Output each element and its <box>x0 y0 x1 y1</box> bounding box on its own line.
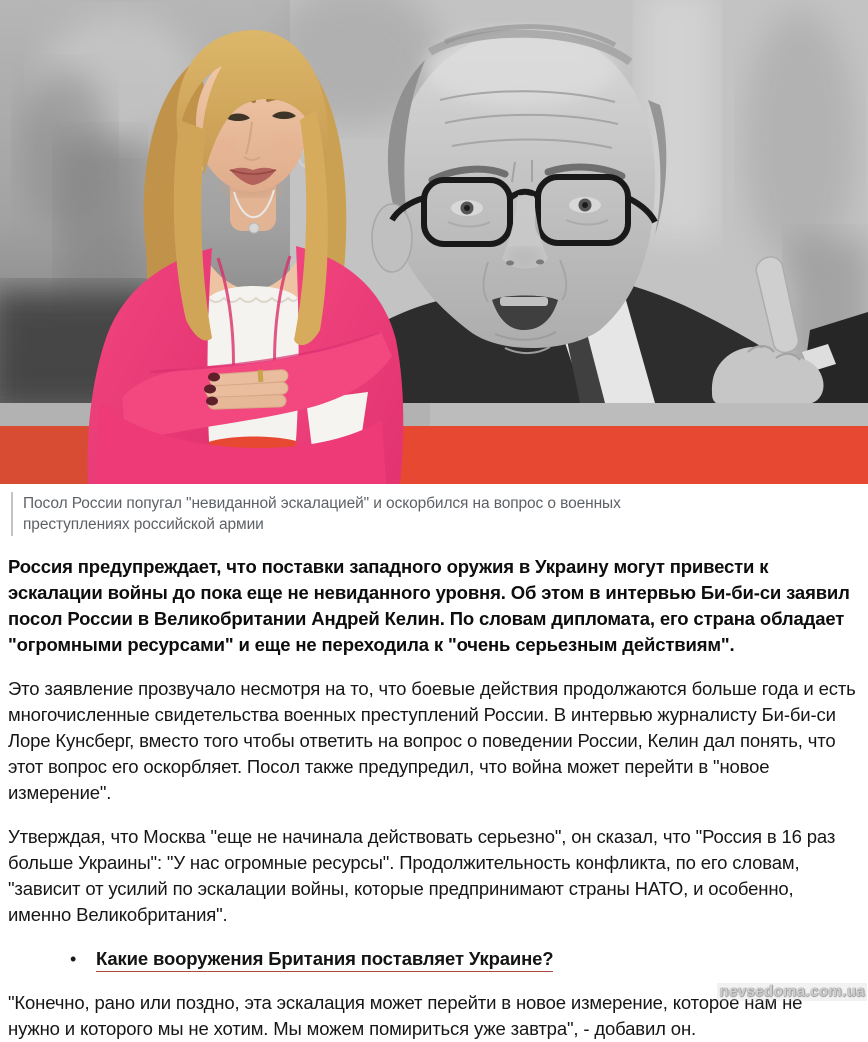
article-paragraph: "Конечно, рано или поздно, эта эскалация может перейти в новое измерение, которое нам не нужно и которого мы не хотим. Мы можем помириться уже завтра", - добавил он. <box>8 992 803 1039</box>
related-link-item <box>70 946 858 972</box>
crossed-hand <box>204 369 288 409</box>
image-caption: Посол России попугал "невиданной эскалацией" и оскорбился на вопрос о военных преступлениях российской армии <box>11 492 623 536</box>
bullet-icon: • <box>70 949 77 969</box>
pendant-icon <box>249 223 259 233</box>
image-caption-block <box>11 492 868 536</box>
article-paragraph: Утверждая, что Москва "еще не начинала действовать серьезно", он сказал, что "Россия в 16 раз больше Украины": "У нас огромные ресурсы". Продолжительность конфликта, по его словам, "зависит от усилий по эскалации войны, которые предпринимают страны НАТО, и особенно, именно Великобритания". <box>8 826 836 925</box>
site-watermark: nevsedoma.com.ua <box>719 983 865 1000</box>
article-body <box>0 554 868 1042</box>
article-lead-paragraph: Россия предупреждает, что поставки западного оружия в Украину могут привести к эскалации войны до пока еще не невиданного уровня. Об этом в интервью Би-би-си заявил посол России в Великобритании Андрей Келин. По словам дипломата, его страна обладает "огромными ресурсами" и еще не переходила к "очень серьезным действиям". <box>8 556 850 655</box>
article-paragraph: Это заявление прозвучало несмотря на то, что боевые действия продолжаются больше года и есть многочисленные свидетельства военных преступлений России. В интервью журналисту Би-би-си Лоре Кунсберг, вместо того чтобы ответить на вопрос о поведении России, Келин дал понять, что этот вопрос его оскорбляет. Посол также предупредил, что война может перейти в "новое измерение". <box>8 678 856 803</box>
hero-composite-photo <box>0 0 868 484</box>
article-hero-image <box>0 0 868 484</box>
related-link[interactable]: Какие вооружения Британия поставляет Украине? <box>96 948 553 972</box>
related-links-list <box>8 946 858 972</box>
